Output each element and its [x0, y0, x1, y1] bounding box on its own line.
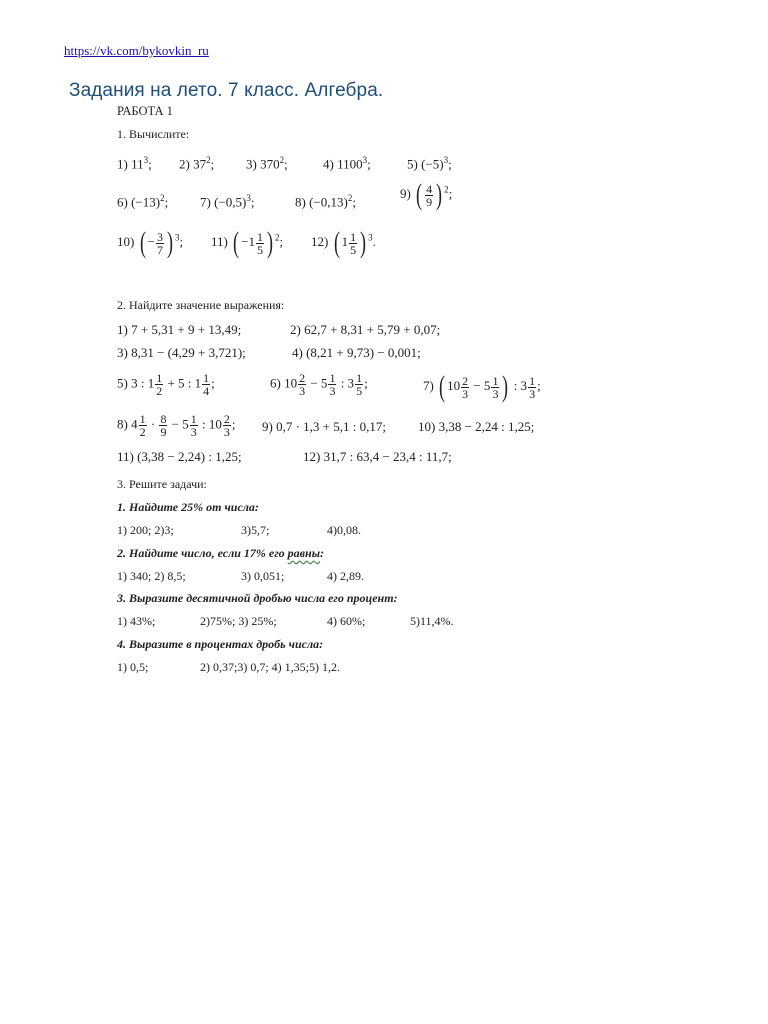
exercise-8: 8) $(-0,13)^2$; [295, 193, 356, 210]
expression-7: 7) ( 10 $\frac{2}{3}$ − 5 $\frac{1}{3}$ ) : 3 $\frac{1}{3}$ ; [423, 370, 541, 403]
expression-2: 2) 62,7 + 8,31 + 5,79 + 0,07; [290, 322, 441, 337]
expression-8: 8) 4 $\frac{1}{2}$ · $\frac{8}{9}$ − 5 $\frac{1}{3}$ : 10 $\frac{2}{3}$ ; [117, 412, 236, 439]
exercise-12: 12) ( 1 $\frac{1}{5}$ ) $^3$. [311, 226, 376, 259]
expression-10: 10) 3,38 − 2,24 : 1,25; [418, 419, 535, 434]
expression-5: 5) 3 : 1 $\frac{1}{2}$ + 5 : 1 $\frac{1}{4}$ ; [117, 371, 215, 398]
exercise-3: 3) $370^2$; [246, 155, 288, 172]
task-4-title: 4. Выразите в процентах дробь числа: [117, 637, 324, 651]
task-2-items: 1) 340; 2) 8,5; [117, 569, 186, 583]
exercise-6: 6) $(-13)^2$; [117, 193, 169, 210]
expression-3: 3) 8,31 − (4,29 + 3,721); [117, 345, 246, 360]
exercise-5: 5) $(-5)^3$; [407, 155, 452, 172]
exercise-1: 1) $11^3$; [117, 155, 152, 172]
exercise-11: 11) ( −1 $\frac{1}{5}$ ) $^2$; [211, 226, 284, 259]
work-title: РАБОТА 1 [117, 104, 173, 118]
task-2-title: 2. Найдите число, если 17% его равны: [117, 546, 325, 560]
task-1-items: 1) 200; 2)3; [117, 523, 174, 537]
exercise-10: 10) ( − $\frac{3}{7}$ ) $^3$; [117, 226, 184, 259]
expression-1: 1) 7 + 5,31 + 9 + 13,49; [117, 322, 242, 337]
expression-9: 9) 0,7 · 1,3 + 5,1 : 0,17; [262, 419, 386, 434]
task-3-item-2: 2)75%; 3) 25%; [200, 614, 277, 628]
task-1-item-4: 4)0,08. [327, 523, 361, 537]
section2-heading: 2. Найдите значение выражения: [117, 298, 285, 312]
task-3-item-5: 5)11,4%. [410, 614, 454, 628]
section3-heading: 3. Решите задачи: [117, 477, 207, 491]
expression-6: 6) 10 $\frac{2}{3}$ − 5 $\frac{1}{3}$ : 3 $\frac{1}{5}$ ; [270, 371, 368, 398]
expression-4: 4) (8,21 + 9,73) − 0,001; [292, 345, 421, 360]
expression-12: 12) 31,7 : 63,4 − 23,4 : 11,7; [303, 449, 452, 464]
task-4-item-1: 1) 0,5; [117, 660, 149, 674]
exercise-2: 2) $37^2$; [179, 155, 215, 172]
expression-11: 11) (3,38 − 2,24) : 1,25; [117, 449, 242, 464]
exercise-4: 4) 1100$^3$; [323, 155, 371, 172]
task-1-item-3: 3)5,7; [241, 523, 270, 537]
task-2-item-4: 4) 2,89. [327, 569, 364, 583]
task-1-title: 1. Найдите 25% от числа: [117, 500, 259, 514]
task-2-item-3: 3) 0,051; [241, 569, 285, 583]
task-3-title: 3. Выразите десятичной дробью числа его процент: [117, 591, 398, 605]
exercise-7: 7) $(-0,5)^3$; [200, 193, 255, 210]
exercise-9: 9) ( $\frac{4}{9}$ ) $^2$; [400, 178, 453, 211]
task-4-items: 2) 0,37;3) 0,7; 4) 1,35;5) 1,2. [200, 660, 340, 674]
page-title: Задания на лето. 7 класс. Алгебра. [69, 80, 384, 101]
section1-heading: 1. Вычислите: [117, 127, 190, 141]
task-3-item-4: 4) 60%; [327, 614, 366, 628]
task-3-item-1: 1) 43%; [117, 614, 156, 628]
source-link[interactable]: https://vk.com/bykovkin_ru [64, 43, 209, 58]
